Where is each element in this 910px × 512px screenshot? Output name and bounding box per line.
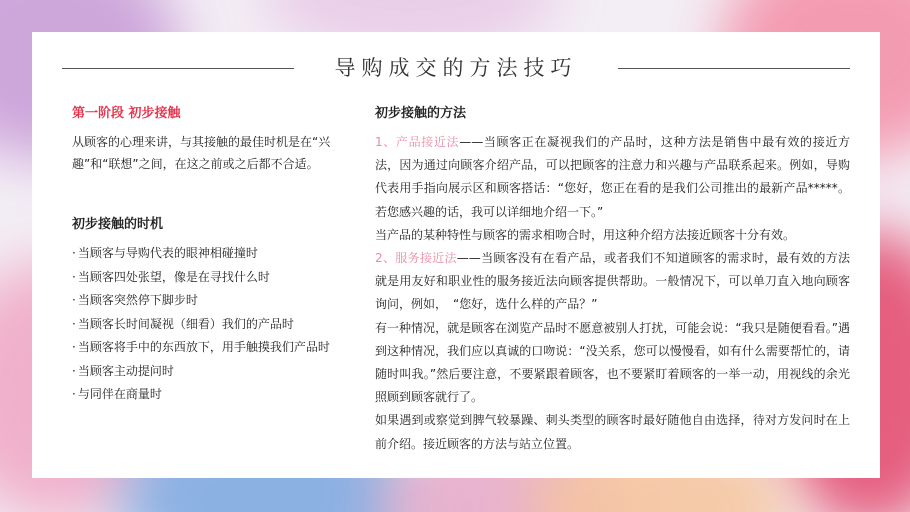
method-1-paragraph [375, 131, 850, 224]
list-item: · 当顾客突然停下脚步时 [72, 289, 332, 313]
content-card [32, 32, 880, 478]
list-item: · 与同伴在商量时 [72, 383, 332, 407]
method-2-paragraph [375, 247, 850, 317]
method-1-text: ——当顾客正在凝视我们的产品时，这种方法是销售中最有效的接近方法，因为通过向顾客介绍产品，可以把顾客的注意力和兴趣与产品联系起来。例如，导购代表用手指向展示区和顾客搭话：“您好，您正在看的是我们公司推出的最新产品*****。若您感兴趣的话，我可以详细地介绍一下。” [375, 135, 850, 219]
list-item: · 当顾客将手中的东西放下，用手触摸我们产品时 [72, 336, 332, 360]
closing-paragraph: 如果遇到或察觉到脾气较暴躁、刺头类型的顾客时最好随他自由选择，待对方发问时在上前介绍。接近顾客的方法与站立位置。 [375, 413, 850, 451]
list-item: · 当顾客主动提问时 [72, 360, 332, 384]
left-column [72, 102, 332, 407]
situation-paragraph: 有一种情况，就是顾客在浏览产品时不愿意被别人打扰，可能会说：“我只是随便看看。”遇到这种情况，我们应以真诚的口吻说：“没关系，您可以慢慢看，如有什么需要帮忙的，请随时叫我。”然后要注意，不要紧跟着顾客，也不要紧盯着顾客的一举一动，用视线的余光照顾到顾客就行了。 [375, 320, 850, 405]
method-2-name: 2、服务接近法 [375, 251, 457, 266]
page-title: 导购成交的方法技巧 [334, 56, 578, 80]
timing-heading: 初步接触的时机 [72, 217, 164, 232]
list-item: · 当顾客长时间凝视（细看）我们的产品时 [72, 313, 332, 337]
title-row [62, 52, 850, 82]
method-1-name: 1、产品接近法 [375, 135, 460, 149]
method-1-note: 当产品的某种特性与顾客的需求相吻合时，用这种介绍方法接近顾客十分有效。 [375, 227, 796, 242]
timing-list [72, 242, 332, 407]
list-item: · 当顾客四处张望，像是在寻找什么时 [72, 266, 332, 290]
title-divider-right [618, 68, 850, 69]
method-2-text: ——当顾客没有在看产品，或者我们不知道顾客的需求时，最有效的方法就是用友好和职业性的服务接近法向顾客提供帮助。一般情况下，可以单刀直入地向顾客询问，例如， “您好，选什么样的产品？” [375, 251, 850, 312]
intro-paragraph: 从顾客的心理来讲，与其接触的最佳时机是在“兴趣”和“联想”之间，在这之前或之后都不合适。 [72, 135, 331, 171]
right-column [375, 102, 850, 456]
methods-heading: 初步接触的方法 [375, 106, 467, 121]
stage-title: 第一阶段 初步接触 [72, 106, 181, 121]
list-item: · 当顾客与导购代表的眼神相碰撞时 [72, 242, 332, 266]
